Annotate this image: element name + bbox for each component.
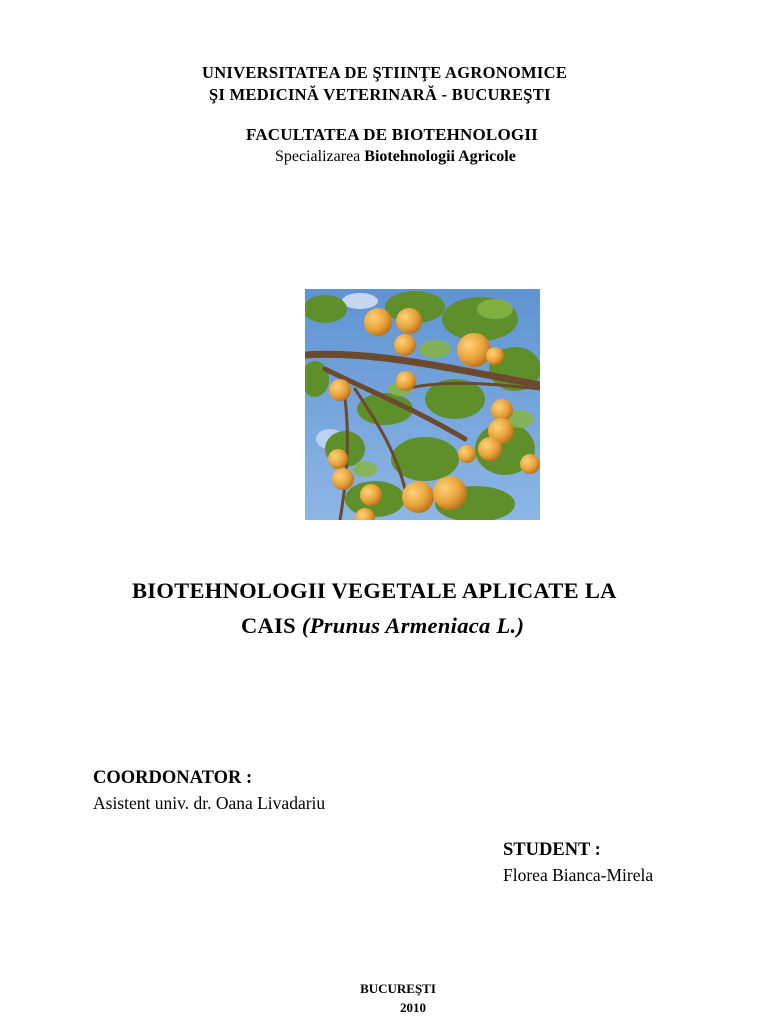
footer-city: BUCUREŞTI bbox=[360, 981, 436, 996]
coordinator-name: Asistent univ. dr. Oana Livadariu bbox=[93, 793, 326, 813]
university-name-line1: UNIVERSITATEA DE ŞTIINŢE AGRONOMICE bbox=[202, 63, 568, 82]
footer-year: 2010 bbox=[400, 1000, 426, 1015]
apricot-branch-photo bbox=[305, 289, 540, 520]
faculty-name: FACULTATEA DE BIOTEHNOLOGII bbox=[246, 125, 538, 144]
university-name-line2: ŞI MEDICINĂ VETERINARĂ - BUCUREŞTI bbox=[209, 85, 551, 104]
thesis-title-cais: CAIS bbox=[241, 613, 302, 638]
thesis-title-line2 bbox=[241, 613, 524, 639]
coordinator-label: COORDONATOR : bbox=[93, 768, 253, 788]
specialization bbox=[275, 148, 516, 166]
student-name: Florea Bianca-Mirela bbox=[503, 865, 654, 885]
thesis-title-latin-name: (Prunus Armeniaca L.) bbox=[301, 613, 525, 638]
thesis-title-line1: BIOTEHNOLOGII VEGETALE APLICATE LA bbox=[132, 578, 617, 603]
student-label: STUDENT : bbox=[503, 840, 601, 860]
specialization-prefix: Specializarea bbox=[275, 148, 365, 165]
specialization-name: Biotehnologii Agricole bbox=[364, 148, 516, 165]
